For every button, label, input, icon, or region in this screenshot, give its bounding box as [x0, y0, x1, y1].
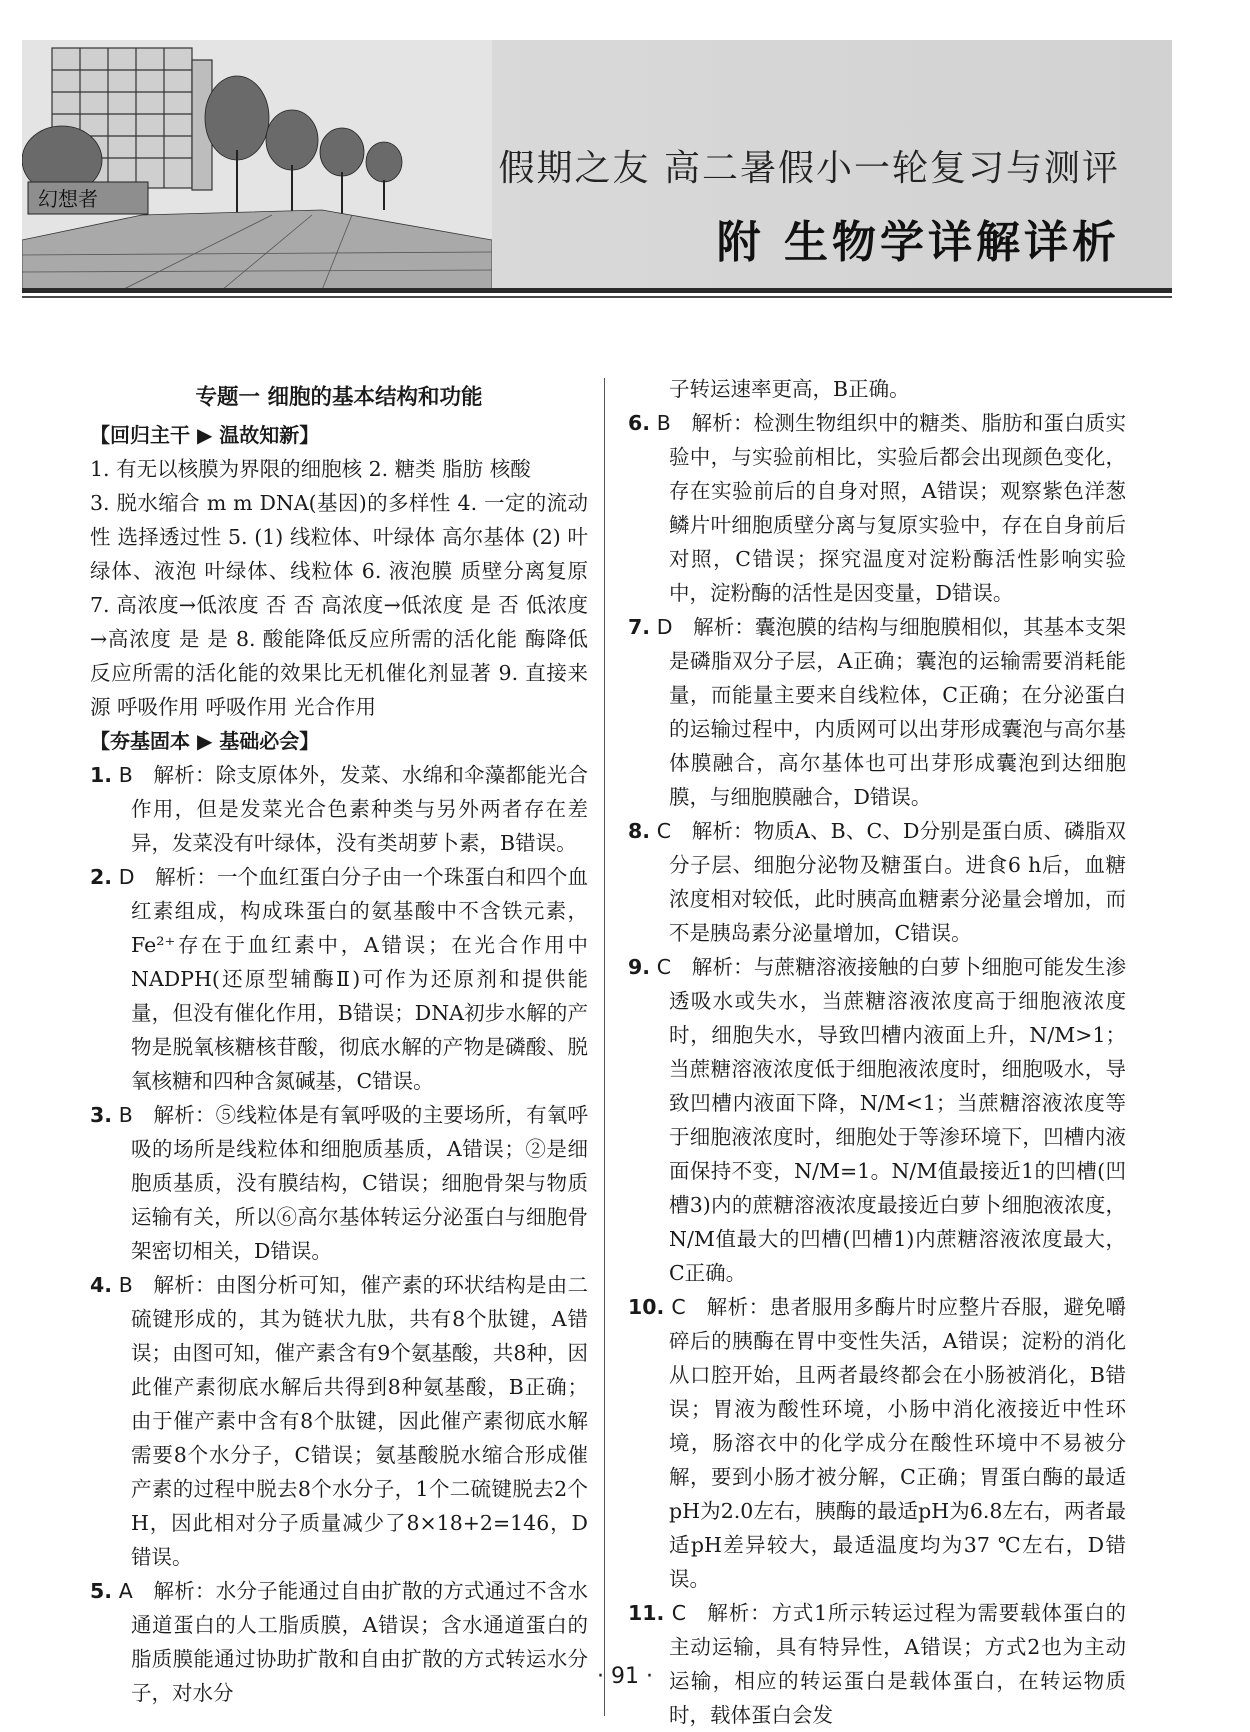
- item-text: 方式1所示转运过程为需要载体蛋白的主动运输，具有特异性，A错误；方式2也为主动运输，相应的转运蛋白是载体蛋白，在转运物质时，载体蛋白会发: [669, 1601, 1127, 1727]
- item-label: 解析: [153, 1579, 195, 1603]
- recall-heading: 【回归主干 ▶ 温故知新】: [90, 423, 320, 447]
- header-rule-thin: [22, 296, 1172, 298]
- item-label: 解析: [691, 411, 733, 435]
- section-title: 专题一 细胞的基本结构和功能: [195, 385, 483, 410]
- item-number: 1.: [90, 763, 113, 787]
- item-label: 解析: [691, 955, 734, 979]
- item-number: 5.: [90, 1579, 113, 1603]
- item-text: 由图分析可知，催产素的环状结构是由二硫键形成的，其为链状九肽，共有8个肽键，A错误；由图可知，催产素含有9个氨基酸，共8种，因此催产素彻底水解后共得到8种氨基酸，B正确；由于催产素中含有8个肽键，因此催产素彻底水解需要8个水分子，C错误；氨基酸脱水缩合形成催产素的过程中脱去8个水分子，1个二硫键脱去2个H，因此相对分子质量减少了8×18+2=146，D错误。: [131, 1273, 588, 1569]
- page-number: · 91 ·: [597, 1664, 653, 1689]
- recall-answers: [90, 452, 588, 724]
- item-label: 解析: [706, 1295, 749, 1319]
- item-answer: C: [656, 955, 672, 979]
- item-number: 8.: [628, 819, 651, 843]
- answer-item: 3. B 解析：⑤线粒体是有氧呼吸的主要场所，有氧呼吸的场所是线粒体和细胞质基质，A错误；②是细胞质基质，没有膜结构，C错误；细胞骨架与物质运输有关，所以⑥高尔基体转运分泌蛋白与细胞骨架密切相关，D错误。: [90, 1103, 588, 1263]
- recall-line: 1. 有无以核膜为界限的细胞核 2. 糖类 脂肪 核酸: [90, 457, 531, 481]
- answer-item: 4. B 解析：由图分析可知，催产素的环状结构是由二硫键形成的，其为链状九肽，共有8个肽键，A错误；由图可知，催产素含有9个氨基酸，共8种，因此催产素彻底水解后共得到8种氨基酸，B正确；由于催产素中含有8个肽键，因此催产素彻底水解需要8个水分子，C错误；氨基酸脱水缩合形成催产素的过程中脱去8个水分子，1个二硫键脱去2个H，因此相对分子质量减少了8×18+2=146，D错误。: [90, 1273, 588, 1569]
- answer-item: 1. B 解析：除支原体外，发菜、水绵和伞藻都能光合作用，但是发菜光合色素种类与另外两者存在差异，发菜没有叶绿体，没有类胡萝卜素，B错误。: [90, 763, 588, 855]
- item-answer: B: [118, 763, 133, 787]
- item-label: 解析: [153, 1103, 195, 1127]
- item-text: 与蔗糖溶液接触的白萝卜细胞可能发生渗透吸水或失水，当蔗糖溶液浓度高于细胞液浓度时，细胞失水，导致凹槽内液面上升，N/M>1；当蔗糖溶液浓度低于细胞液浓度时，细胞吸水，导致凹槽内液面下降，N/M<1；当蔗糖溶液浓度等于细胞液浓度时，细胞处于等渗环境下，凹槽内液面保持不变，N/M=1。N/M值最接近1的凹槽(凹槽3)内的蔗糖溶液浓度最接近白萝卜细胞液浓度，N/M值最大的凹槽(凹槽1)内蔗糖溶液浓度最大，C正确。: [669, 955, 1126, 1285]
- item-number: 11.: [628, 1601, 665, 1625]
- item-number: 3.: [90, 1103, 113, 1127]
- basics-heading: 【夯基固本 ▶ 基础必会】: [90, 729, 320, 753]
- item-label: 解析: [691, 819, 734, 843]
- item-label: 解析: [153, 763, 195, 787]
- item-text: 一个血红蛋白分子由一个珠蛋白和四个血红素组成，构成珠蛋白的氨基酸中不含铁元素，Fe²⁺存在于血红素中，A错误；在光合作用中NADPH(还原型辅酶Ⅱ)可作为还原剂和提供能量，但没有催化作用，B错误；DNA初步水解的产物是脱氧核糖核苷酸，彻底水解的产物是磷酸、脱氧核糖和四种含氮碱基，C错误。: [131, 865, 588, 1093]
- item-label: 解析: [693, 615, 735, 639]
- item-label: 解析: [153, 1273, 195, 1297]
- item-text: ⑤线粒体是有氧呼吸的主要场所，有氧呼吸的场所是线粒体和细胞质基质，A错误；②是细胞质基质，没有膜结构，C错误；细胞骨架与物质运输有关，所以⑥高尔基体转运分泌蛋白与细胞骨架密切相关，D错误。: [131, 1103, 588, 1263]
- answer-item: 6. B 解析：检测生物组织中的糖类、脂肪和蛋白质实验中，与实验前相比，实验后都会出现颜色变化，存在实验前后的自身对照，A错误；观察紫色洋葱鳞片叶细胞质壁分离与复原实验中，存在自身前后对照，C错误；探究温度对淀粉酶活性影响实验中，淀粉酶的活性是因变量，D错误。: [628, 411, 1126, 605]
- answer-item: 5. A 解析：水分子能通过自由扩散的方式通过不含水通道蛋白的人工脂质膜，A错误；含水通道蛋白的脂质膜能通过协助扩散和自由扩散的方式转运水分子，对水分: [90, 1579, 589, 1705]
- item-number: 6.: [628, 411, 651, 435]
- item-number: 9.: [628, 955, 651, 979]
- answer-item: 7. D 解析：囊泡膜的结构与细胞膜相似，其基本支架是磷脂双分子层，A正确；囊泡的运输需要消耗能量，而能量主要来自线粒体，C正确；在分泌蛋白的运输过程中，内质网可以出芽形成囊泡与高尔基体膜融合，高尔基体也可出芽形成囊泡到达细胞膜，与细胞膜融合，D错误。: [628, 615, 1126, 809]
- right-column: [628, 372, 1126, 1732]
- answer-item: 11. C 解析：方式1所示转运过程为需要载体蛋白的主动运输，具有特异性，A错误；方式2也为主动运输，相应的转运蛋白是载体蛋白，在转运物质时，载体蛋白会发: [628, 1601, 1127, 1727]
- header-banner: [22, 40, 1172, 290]
- banner-subtitle: 假期之友 高二暑假小一轮复习与测评: [498, 148, 1120, 189]
- continuation-text: 子转运速率更高，B正确。: [669, 377, 910, 401]
- item-label: 解析: [155, 865, 197, 889]
- sign-text: 幻想者: [38, 187, 98, 211]
- item-text: 水分子能通过自由扩散的方式通过不含水通道蛋白的人工脂质膜，A错误；含水通道蛋白的脂质膜能通过协助扩散和自由扩散的方式转运水分子，对水分: [131, 1579, 589, 1705]
- recall-line: 3. 脱水缩合 m m DNA(基因)的多样性 4. 一定的流动性 选择透过性 5. (1) 线粒体、叶绿体 高尔基体 (2) 叶绿体、液泡 叶绿体、线粒体 6. 液泡膜 质壁分离复原 7. 高浓度→低浓度 否 否 高浓度→低浓度 是 否 低浓度→高浓度 是 是 8. 酸能降低反应所需的活化能 酶降低反应所需的活化能的效果比无机催化剂显著 9. 直接来源 呼吸作用 呼吸作用 光合作用: [90, 491, 588, 719]
- item-number: 7.: [628, 615, 651, 639]
- item-text: 检测生物组织中的糖类、脂肪和蛋白质实验中，与实验前相比，实验后都会出现颜色变化，存在实验前后的自身对照，A错误；观察紫色洋葱鳞片叶细胞质壁分离与复原实验中，存在自身前后对照，C错误；探究温度对淀粉酶活性影响实验中，淀粉酶的活性是因变量，D错误。: [669, 411, 1126, 605]
- column-divider: [604, 378, 605, 1716]
- item-text: 物质A、B、C、D分别是蛋白质、磷脂双分子层、细胞分泌物及糖蛋白。进食6 h后，血糖浓度相对较低，此时胰高血糖素分泌量会增加，而不是胰岛素分泌量增加，C错误。: [669, 819, 1126, 945]
- item-answer: B: [656, 411, 671, 435]
- item-number: 10.: [628, 1295, 665, 1319]
- item-answer: B: [118, 1273, 133, 1297]
- left-column: [90, 380, 588, 1710]
- item-answer: D: [656, 615, 673, 639]
- answer-item: 9. C 解析：与蔗糖溶液接触的白萝卜细胞可能发生渗透吸水或失水，当蔗糖溶液浓度高于细胞液浓度时，细胞失水，导致凹槽内液面上升，N/M>1；当蔗糖溶液浓度低于细胞液浓度时，细胞吸水，导致凹槽内液面下降，N/M<1；当蔗糖溶液浓度等于细胞液浓度时，细胞处于等渗环境下，凹槽内液面保持不变，N/M=1。N/M值最接近1的凹槽(凹槽3)内的蔗糖溶液浓度最接近白萝卜细胞液浓度，N/M值最大的凹槽(凹槽1)内蔗糖溶液浓度最大，C正确。: [628, 955, 1126, 1285]
- answer-item: 2. D 解析：一个血红蛋白分子由一个珠蛋白和四个血红素组成，构成珠蛋白的氨基酸中不含铁元素，Fe²⁺存在于血红素中，A错误；在光合作用中NADPH(还原型辅酶Ⅱ)可作为还原剂和提供能量，但没有催化作用，B错误；DNA初步水解的产物是脱氧核糖核苷酸，彻底水解的产物是磷酸、脱氧核糖和四种含氮碱基，C错误。: [90, 865, 588, 1093]
- item-answer: A: [118, 1579, 133, 1603]
- item-answer: D: [118, 865, 135, 889]
- item-answer: C: [671, 1601, 687, 1625]
- answer-item: 10. C 解析：患者服用多酶片时应整片吞服，避免嚼碎后的胰酶在胃中变性失活，A错误；淀粉的消化从口腔开始，且两者最终都会在小肠被消化，B错误；胃液为酸性环境，小肠中消化液接近中性环境，肠溶衣中的化学成分在酸性环境中不易被分解，要到小肠才被分解，C正确；胃蛋白酶的最适pH为2.0左右，胰酶的最适pH为6.8左右，两者最适pH差异较大，最适温度均为37 ℃左右，D错误。: [628, 1295, 1127, 1591]
- item-answer: C: [671, 1295, 686, 1319]
- item-text: 囊泡膜的结构与细胞膜相似，其基本支架是磷脂双分子层，A正确；囊泡的运输需要消耗能量，而能量主要来自线粒体，C正确；在分泌蛋白的运输过程中，内质网可以出芽形成囊泡与高尔基体膜融合，高尔基体也可出芽形成囊泡到达细胞膜，与细胞膜融合，D错误。: [669, 615, 1126, 809]
- item-number: 4.: [90, 1273, 113, 1297]
- item-number: 2.: [90, 865, 113, 889]
- item-text: 除支原体外，发菜、水绵和伞藻都能光合作用，但是发菜光合色素种类与另外两者存在差异，发菜没有叶绿体，没有类胡萝卜素，B错误。: [131, 763, 588, 855]
- header-rule-thick: [22, 288, 1172, 293]
- campus-sketch-illustration: [22, 40, 492, 290]
- item-text: 患者服用多酶片时应整片吞服，避免嚼碎后的胰酶在胃中变性失活，A错误；淀粉的消化从口腔开始，且两者最终都会在小肠被消化，B错误；胃液为酸性环境，小肠中消化液接近中性环境，肠溶衣中的化学成分在酸性环境中不易被分解，要到小肠才被分解，C正确；胃蛋白酶的最适pH为2.0左右，胰酶的最适pH为6.8左右，两者最适pH差异较大，最适温度均为37 ℃左右，D错误。: [669, 1295, 1127, 1591]
- item-answer: C: [656, 819, 672, 843]
- item-label: 解析: [706, 1601, 751, 1625]
- banner-title: 附 生物学详解详析: [716, 217, 1120, 268]
- answer-item: 8. C 解析：物质A、B、C、D分别是蛋白质、磷脂双分子层、细胞分泌物及糖蛋白。进食6 h后，血糖浓度相对较低，此时胰高血糖素分泌量会增加，而不是胰岛素分泌量增加，C错误。: [628, 819, 1126, 945]
- item-answer: B: [118, 1103, 133, 1127]
